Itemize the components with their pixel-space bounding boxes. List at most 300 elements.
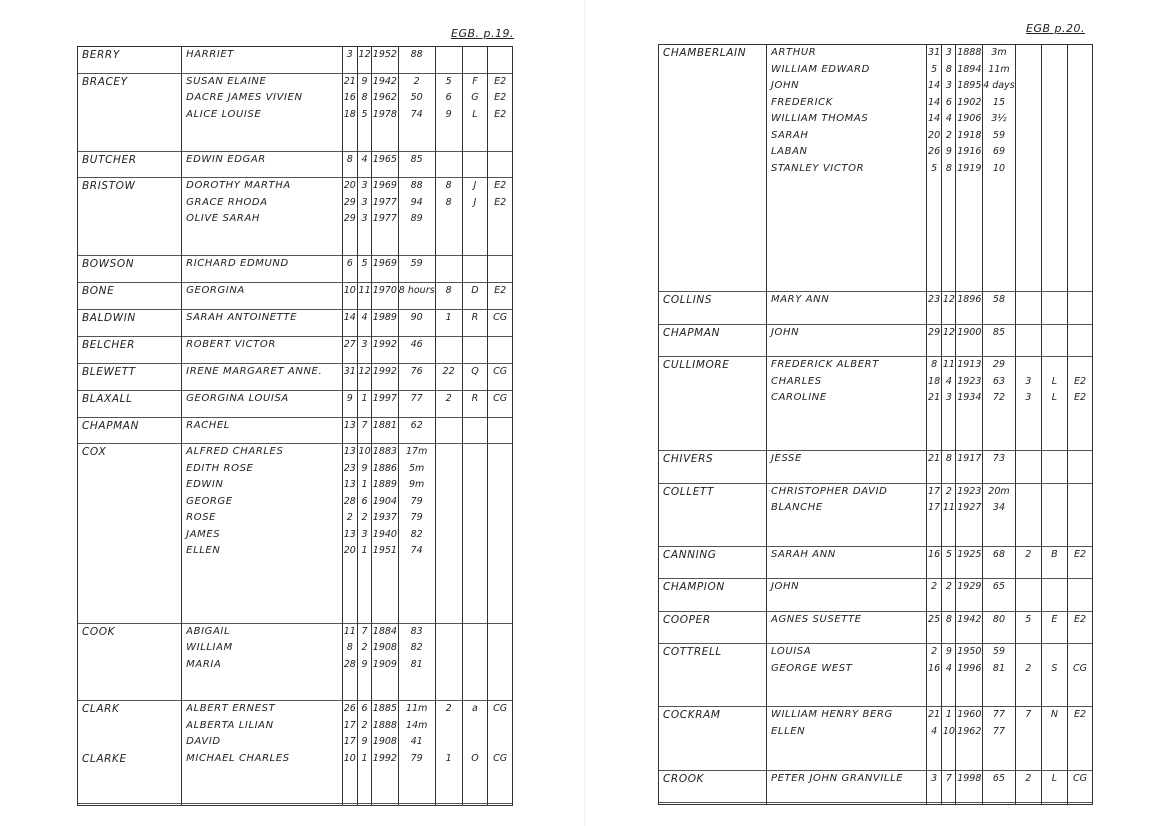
register-group <box>78 701 513 804</box>
age: 11m <box>406 703 428 715</box>
burial-day: 29 <box>343 213 356 225</box>
grave-number-cell <box>435 151 462 178</box>
register-group <box>78 47 513 74</box>
burial-year-cell <box>956 611 983 644</box>
section-code <box>488 657 512 674</box>
grave-number <box>436 477 462 494</box>
burial-day: 13 <box>343 419 356 431</box>
burial-year-cell <box>956 292 983 325</box>
grave-number-cell <box>435 47 462 74</box>
burial-day: 5 <box>931 63 938 75</box>
burial-month: 1 <box>361 392 368 404</box>
section-code: E2 <box>1073 613 1086 625</box>
burial-month: 3 <box>361 180 368 192</box>
grave-letter <box>1042 724 1067 741</box>
given-name: WILLIAM HENRY BERG <box>771 709 893 721</box>
surname: COOK <box>82 625 116 638</box>
given-name-cell <box>767 292 927 325</box>
register-group <box>78 73 513 151</box>
age: 77 <box>992 725 1005 737</box>
burial-year: 1923 <box>957 485 982 497</box>
register-group <box>78 417 513 444</box>
burial-day: 13 <box>343 446 356 458</box>
section-code <box>488 444 512 461</box>
burial-month: 2 <box>945 129 952 141</box>
burial-day-cell <box>342 47 358 74</box>
burial-month-cell <box>358 390 372 417</box>
burial-month-cell <box>358 256 372 283</box>
burial-year-cell <box>372 309 399 336</box>
given-name-cell <box>182 363 342 390</box>
burial-month: 4 <box>361 311 368 323</box>
grave-number: 1 <box>445 752 452 764</box>
grave-letter-cell <box>1041 707 1067 770</box>
grave-letter <box>463 256 488 273</box>
burial-year-cell <box>372 701 399 804</box>
age: 10 <box>992 162 1005 174</box>
age-cell <box>983 483 1016 546</box>
burial-year: 1906 <box>957 113 982 124</box>
given-name: ROSE <box>186 512 217 524</box>
burial-year: 1970 <box>372 285 397 297</box>
age-cell <box>983 292 1016 325</box>
age: 79 <box>410 752 423 764</box>
section-code <box>1068 500 1092 517</box>
burial-year: 1969 <box>372 258 397 270</box>
section-code-cell <box>488 336 513 363</box>
section-code <box>1068 579 1092 596</box>
burial-day-cell <box>342 178 358 256</box>
age: 90 <box>410 311 423 323</box>
grave-letter <box>1042 292 1067 309</box>
section-code-cell <box>1067 611 1092 644</box>
grave-number-cell <box>435 363 462 390</box>
grave-number-cell <box>435 309 462 336</box>
age: 79 <box>410 512 423 524</box>
section-code-cell <box>488 151 513 178</box>
section-code-cell <box>1067 324 1092 357</box>
section-code <box>1068 45 1092 62</box>
grave-number-cell <box>1015 292 1041 325</box>
grave-letter-cell <box>1041 579 1067 612</box>
burial-month: 10 <box>358 446 371 458</box>
burial-day: 13 <box>343 479 356 491</box>
burial-day: 14 <box>928 96 941 108</box>
given-name: GEORGE WEST <box>771 662 853 674</box>
grave-letter <box>1042 644 1067 661</box>
book-spine <box>584 0 585 826</box>
section-code-cell <box>488 363 513 390</box>
burial-day-cell <box>342 336 358 363</box>
grave-number-cell <box>435 336 462 363</box>
given-name-cell <box>182 47 342 74</box>
given-name: JOHN <box>771 80 800 91</box>
register-group <box>78 390 513 417</box>
surname-cell <box>78 47 182 74</box>
grave-letter-cell <box>462 701 488 804</box>
grave-number-cell <box>1015 546 1041 579</box>
burial-month: 5 <box>361 108 368 120</box>
surname: COTTRELL <box>663 646 722 659</box>
grave-letter <box>463 152 488 169</box>
age: 69 <box>992 146 1005 157</box>
register-group <box>78 283 513 310</box>
grave-number <box>436 527 462 544</box>
burial-year: 1881 <box>372 419 397 431</box>
section-code <box>1068 95 1092 112</box>
burial-year-cell <box>372 363 399 390</box>
given-name-cell <box>767 546 927 579</box>
burial-month-cell <box>942 707 956 770</box>
grave-number-cell <box>435 417 462 444</box>
section-code: CG <box>1072 772 1087 784</box>
grave-letter <box>1042 325 1067 342</box>
grave-letter <box>1042 62 1067 79</box>
burial-day-cell <box>342 73 358 151</box>
burial-year: 1977 <box>372 213 397 225</box>
grave-number-cell <box>1015 579 1041 612</box>
burial-year: 1978 <box>372 108 397 120</box>
grave-number: 5 <box>445 75 452 87</box>
age: 3m <box>991 47 1007 58</box>
grave-letter <box>1042 500 1067 517</box>
given-name: WILLIAM THOMAS <box>771 113 869 124</box>
burial-day: 2 <box>346 512 353 524</box>
burial-year: 1900 <box>957 326 982 338</box>
burial-day: 13 <box>343 528 356 540</box>
grave-number <box>1016 325 1041 342</box>
section-code-cell <box>488 73 513 151</box>
grave-number <box>1016 500 1041 517</box>
given-name: JOHN <box>771 581 800 593</box>
section-code <box>1068 78 1092 95</box>
grave-number: 2 <box>1025 662 1032 674</box>
surname-cell <box>659 707 767 770</box>
burial-year: 1896 <box>957 294 982 306</box>
grave-number-cell <box>435 178 462 256</box>
grave-letter-cell <box>462 256 488 283</box>
grave-letter: F <box>472 75 478 87</box>
surname-cell <box>659 546 767 579</box>
burial-day: 16 <box>928 662 941 674</box>
burial-year: 1992 <box>372 338 397 350</box>
burial-year: 1962 <box>372 92 397 104</box>
age: 79 <box>410 495 423 507</box>
grave-number: 5 <box>1025 613 1032 625</box>
given-name: FREDERICK <box>771 96 833 108</box>
given-name: JESSE <box>771 452 802 464</box>
left-burial-register-table <box>77 46 513 806</box>
burial-year: 1904 <box>372 495 397 507</box>
burial-day-cell <box>926 579 942 612</box>
age-cell <box>398 444 435 623</box>
grave-number: 2 <box>445 392 452 404</box>
surname-cell <box>659 357 767 451</box>
grave-number <box>436 337 462 354</box>
burial-month: 5 <box>945 548 952 560</box>
register-group <box>659 770 1093 803</box>
burial-month-cell <box>942 292 956 325</box>
surname: CULLIMORE <box>663 359 730 372</box>
given-name: DOROTHY MARTHA <box>186 180 291 192</box>
burial-year: 1950 <box>957 646 982 658</box>
burial-day: 31 <box>343 365 356 377</box>
burial-month: 2 <box>361 512 368 524</box>
section-code-cell <box>488 47 513 74</box>
given-name-cell <box>767 324 927 357</box>
given-name-cell <box>182 701 342 804</box>
burial-month: 1 <box>361 545 368 557</box>
grave-letter-cell <box>1041 611 1067 644</box>
burial-year: 1919 <box>957 162 982 174</box>
right-burial-register-table <box>658 44 1093 805</box>
burial-year: 1888 <box>957 47 982 58</box>
age: 3½ <box>991 113 1007 124</box>
burial-year: 1940 <box>372 528 397 540</box>
surname: BRACEY <box>82 75 128 88</box>
burial-month-cell <box>358 47 372 74</box>
burial-month: 8 <box>945 162 952 174</box>
grave-number-cell <box>435 444 462 623</box>
given-name: GEORGE <box>186 495 233 507</box>
burial-day-cell <box>926 707 942 770</box>
given-name-cell <box>182 390 342 417</box>
surname-cell <box>78 151 182 178</box>
age: 88 <box>410 180 423 192</box>
age-cell <box>983 324 1016 357</box>
given-name-cell <box>182 151 342 178</box>
burial-day: 8 <box>346 153 353 165</box>
burial-month: 1 <box>945 709 952 721</box>
burial-day: 17 <box>343 719 356 731</box>
grave-letter <box>463 47 488 64</box>
burial-day-cell <box>342 256 358 283</box>
burial-year-cell <box>956 357 983 451</box>
register-group <box>78 178 513 256</box>
section-code: CG <box>493 365 508 377</box>
register-group <box>659 644 1093 707</box>
grave-letter: O <box>471 752 479 764</box>
given-name: CAROLINE <box>771 392 827 404</box>
age: 88 <box>410 49 423 60</box>
burial-month: 4 <box>945 662 952 674</box>
burial-month: 9 <box>361 462 368 474</box>
given-name: AGNES SUSETTE <box>771 613 862 625</box>
surname: COLLINS <box>663 294 713 307</box>
section-code <box>488 640 512 657</box>
age-cell <box>398 73 435 151</box>
given-name-cell <box>767 644 927 707</box>
burial-day-cell <box>926 770 942 803</box>
given-name: ALFRED CHARLES <box>186 446 284 458</box>
section-code <box>488 152 512 169</box>
burial-year-cell <box>956 45 983 292</box>
burial-day: 2 <box>931 646 938 658</box>
age: 14m <box>406 719 428 731</box>
age: 65 <box>992 581 1005 593</box>
section-code-cell <box>488 256 513 283</box>
grave-number <box>1016 451 1041 468</box>
grave-number-cell <box>1015 450 1041 483</box>
burial-month: 4 <box>361 153 368 165</box>
section-code: E2 <box>1073 548 1086 560</box>
burial-month: 1 <box>361 752 368 764</box>
grave-letter: J <box>473 180 477 192</box>
given-name: DAVID <box>186 736 221 748</box>
given-name: CHARLES <box>771 375 822 387</box>
given-name: HARRIET <box>186 49 235 60</box>
age: 83 <box>410 625 423 637</box>
section-code-cell <box>488 417 513 444</box>
burial-month: 11 <box>358 285 371 297</box>
burial-year: 1960 <box>957 709 982 721</box>
given-name-cell <box>767 770 927 803</box>
age-cell <box>983 579 1016 612</box>
burial-month: 6 <box>361 495 368 507</box>
burial-year: 1889 <box>372 479 397 491</box>
burial-day: 18 <box>928 375 941 387</box>
burial-month: 2 <box>945 581 952 593</box>
given-name-cell <box>182 178 342 256</box>
surname-cell <box>78 417 182 444</box>
burial-month-cell <box>358 283 372 310</box>
section-code-cell <box>1067 579 1092 612</box>
burial-day: 3 <box>931 772 938 784</box>
given-name: MARIA <box>186 658 222 670</box>
age: 89 <box>410 213 423 225</box>
grave-letter-cell <box>462 73 488 151</box>
grave-letter-cell <box>462 444 488 623</box>
grave-number: 1 <box>445 311 452 323</box>
surname-cell <box>659 324 767 357</box>
surname-cell <box>659 644 767 707</box>
surname-cell <box>659 770 767 803</box>
burial-year-cell <box>372 336 399 363</box>
age: 17m <box>406 446 428 458</box>
blank-register-row <box>78 804 513 806</box>
age: 74 <box>410 108 423 120</box>
burial-month: 9 <box>361 658 368 670</box>
burial-month: 3 <box>361 338 368 350</box>
section-code <box>488 211 512 228</box>
burial-year: 1923 <box>957 375 982 387</box>
burial-day-cell <box>342 283 358 310</box>
grave-letter: R <box>471 311 479 323</box>
section-code <box>1068 144 1092 161</box>
register-group <box>78 336 513 363</box>
burial-year: 1942 <box>372 75 397 87</box>
age: 20m <box>988 485 1010 497</box>
age: 74 <box>410 545 423 557</box>
grave-letter-cell <box>462 309 488 336</box>
burial-day: 21 <box>928 452 941 464</box>
given-name: SARAH <box>771 129 809 141</box>
section-code <box>1068 62 1092 79</box>
grave-letter: S <box>1051 662 1058 674</box>
burial-month: 2 <box>945 485 952 497</box>
surname-cell <box>78 363 182 390</box>
age-cell <box>983 45 1016 292</box>
burial-day: 29 <box>343 196 356 208</box>
given-name-cell <box>182 309 342 336</box>
surname-cell <box>78 336 182 363</box>
given-name: ALBERT ERNEST <box>186 703 276 715</box>
surname <box>78 734 181 751</box>
burial-month: 4 <box>945 113 952 124</box>
grave-letter-cell <box>1041 292 1067 325</box>
grave-number <box>436 256 462 273</box>
grave-number <box>436 543 462 560</box>
grave-letter: a <box>472 703 478 715</box>
burial-day: 11 <box>343 625 356 637</box>
burial-day: 23 <box>928 294 941 306</box>
burial-month: 8 <box>945 63 952 75</box>
surname: CHAMPION <box>663 581 725 594</box>
section-code <box>488 624 512 641</box>
given-name: JAMES <box>186 528 221 540</box>
grave-number-cell <box>1015 324 1041 357</box>
age: 77 <box>410 392 423 404</box>
burial-year: 1895 <box>957 80 982 91</box>
grave-letter <box>463 527 488 544</box>
burial-day-cell <box>926 644 942 707</box>
section-code: E2 <box>494 92 507 104</box>
surname: CROOK <box>663 772 705 785</box>
grave-letter-cell <box>1041 644 1067 707</box>
given-name: ELLEN <box>771 725 806 737</box>
burial-month: 6 <box>361 703 368 715</box>
age: 59 <box>410 258 423 270</box>
burial-month: 12 <box>358 49 371 60</box>
burial-month-cell <box>358 73 372 151</box>
burial-day-cell <box>342 151 358 178</box>
burial-month-cell <box>358 336 372 363</box>
grave-number <box>436 734 462 751</box>
grave-number-cell <box>1015 770 1041 803</box>
age-cell <box>398 283 435 310</box>
surname: BLAXALL <box>82 392 133 405</box>
age: 72 <box>992 392 1005 404</box>
burial-day: 26 <box>343 703 356 715</box>
grave-number: 3 <box>1025 392 1032 404</box>
age: 11m <box>988 63 1010 75</box>
burial-year-cell <box>372 390 399 417</box>
burial-month-cell <box>358 444 372 623</box>
given-name-cell <box>182 73 342 151</box>
surname: BOWSON <box>82 258 135 271</box>
burial-month: 5 <box>361 258 368 270</box>
burial-day: 25 <box>928 613 941 625</box>
section-code-cell <box>1067 546 1092 579</box>
burial-month: 11 <box>942 359 955 371</box>
burial-year: 1886 <box>372 462 397 474</box>
surname-cell <box>78 390 182 417</box>
section-code <box>1068 357 1092 374</box>
burial-month: 9 <box>945 146 952 157</box>
burial-year: 1977 <box>372 196 397 208</box>
grave-number <box>436 624 462 641</box>
burial-year-cell <box>956 324 983 357</box>
given-name-cell <box>767 450 927 483</box>
age-cell <box>983 450 1016 483</box>
burial-day-cell <box>926 324 942 357</box>
grave-letter <box>1042 451 1067 468</box>
section-code: CG <box>493 392 508 404</box>
given-name: SUSAN ELAINE <box>186 75 267 87</box>
burial-month: 12 <box>358 365 371 377</box>
section-code: E2 <box>1073 709 1086 721</box>
surname-cell <box>659 292 767 325</box>
